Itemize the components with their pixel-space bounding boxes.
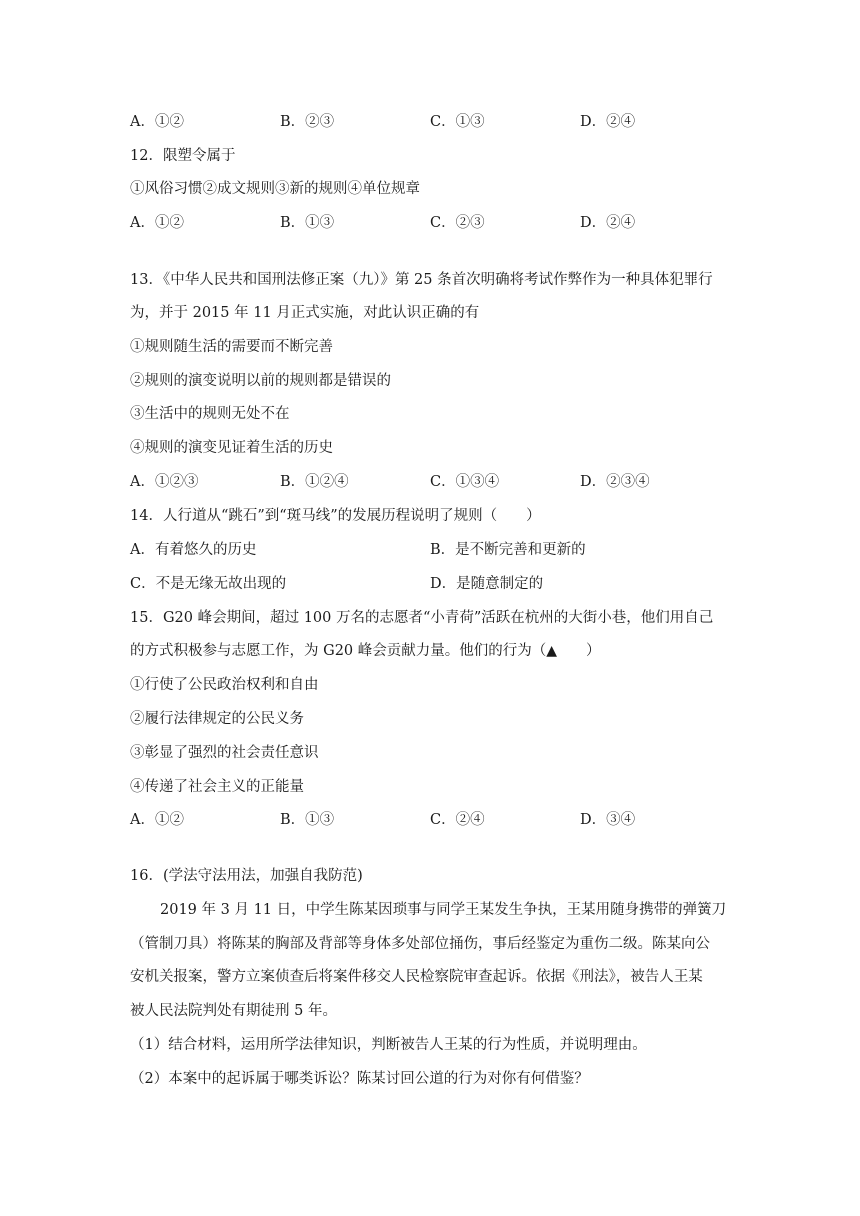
q11-option-c: C．①③ (430, 114, 485, 130)
q16-material-line3: 安机关报案，警方立案侦查后将案件移交人民检察院审查起诉。依据《刑法》，被告人王某 (130, 969, 703, 985)
q13-statement-4: ④规则的演变见证着生活的历史 (130, 440, 333, 456)
q16-sub-question-2: （2）本案中的起诉属于哪类诉讼？陈某讨回公道的行为对你有何借鉴？ (130, 1071, 589, 1087)
q13-option-b: B．①②④ (280, 474, 349, 490)
q16-sub-question-1: （1）结合材料，运用所学法律知识，判断被告人王某的行为性质，并说明理由。 (130, 1037, 647, 1053)
q12-statement: ①风俗习惯②成文规则③新的规则④单位规章 (130, 181, 420, 197)
q15-option-b: B．①③ (280, 812, 335, 828)
q13-option-c: C．①③④ (430, 474, 500, 490)
q14-option-a: A．有着悠久的历史 (130, 542, 257, 558)
q16-heading: 16．(学法守法用法，加强自我防范) (130, 868, 363, 884)
q13-statement-1: ①规则随生活的需要而不断完善 (130, 339, 333, 355)
q15-stem-line2-close: ） (557, 643, 601, 659)
q15-stem-line2-text: 的方式积极参与志愿工作，为 G20 峰会贡献力量。他们的行为（ (130, 643, 547, 659)
q15-statement-1: ①行使了公民政治权利和自由 (130, 677, 319, 693)
q15-statement-2: ②履行法律规定的公民义务 (130, 711, 304, 727)
q14-option-b: B．是不断完善和更新的 (430, 542, 586, 558)
q15-statement-4: ④传递了社会主义的正能量 (130, 779, 304, 795)
q11-option-d: D．②④ (580, 114, 636, 130)
q11-option-b: B．②③ (280, 114, 335, 130)
q12-option-c: C．②③ (430, 215, 485, 231)
q16-material-line1: 2019 年 3 月 11 日，中学生陈某因琐事与同学王某发生争执，王某用随身携带的弹簧刀 (160, 902, 727, 918)
q11-option-a: A．①② (130, 114, 184, 130)
q15-option-d: D．③④ (580, 812, 636, 828)
q14-option-d: D．是随意制定的 (430, 576, 544, 592)
q15-option-c: C．②④ (430, 812, 485, 828)
q13-stem-line1: 13．《中华人民共和国刑法修正案（九）》第 25 条首次明确将考试作弊作为一种具体犯罪行 (130, 272, 713, 288)
q13-statement-2: ②规则的演变说明以前的规则都是错误的 (130, 373, 391, 389)
q12-option-d: D．②④ (580, 215, 636, 231)
q13-statement-3: ③生活中的规则无处不在 (130, 406, 290, 422)
q15-option-a: A．①② (130, 812, 184, 828)
q15-stem-line2 (130, 641, 601, 661)
q12-stem: 12．限塑令属于 (130, 148, 236, 164)
q13-option-d: D．②③④ (580, 474, 650, 490)
q12-option-b: B．①③ (280, 215, 335, 231)
q13-option-a: A．①②③ (130, 474, 199, 490)
answer-blank-triangle-icon: ▲ (546, 643, 558, 659)
q13-stem-line2: 为，并于 2015 年 11 月正式实施，对此认识正确的有 (130, 305, 480, 321)
q12-option-a: A．①② (130, 215, 184, 231)
q15-stem-line1: 15．G20 峰会期间，超过 100 万名的志愿者“小青荷”活跃在杭州的大街小巷，他们用自己 (130, 610, 714, 626)
q14-option-c: C．不是无缘无故出现的 (130, 576, 287, 592)
q16-material-line2: （管制刀具）将陈某的胸部及背部等身体多处部位捅伤，事后经鉴定为重伤二级。陈某向公 (130, 936, 710, 952)
q14-stem: 14．人行道从“跳石”到“斑马线”的发展历程说明了规则（ ） (130, 508, 541, 524)
q16-material-line4: 被人民法院判处有期徒刑 5 年。 (130, 1003, 337, 1019)
q15-statement-3: ③彰显了强烈的社会责任意识 (130, 745, 319, 761)
